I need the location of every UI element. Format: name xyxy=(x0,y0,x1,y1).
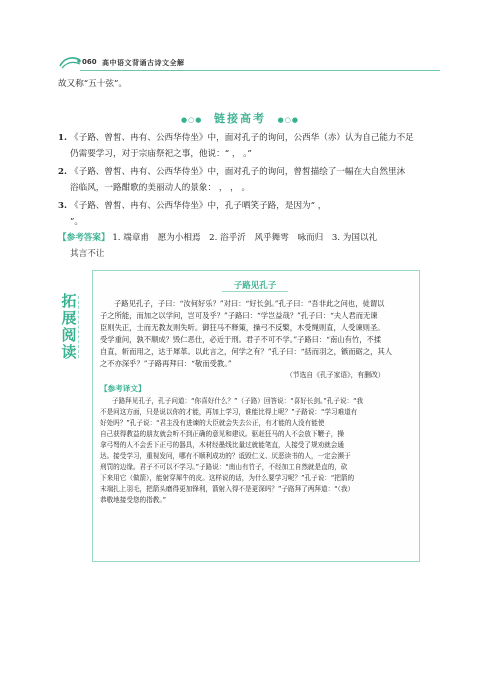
text-line: 子之所能，而加之以学问，岂可及乎？”子路曰：“学岂益哉？”孔子曰：“夫人君而无谏 xyxy=(100,311,378,320)
text-line: 刑罚的边缘。君子不可以不学习。”子路说：“南山有竹子，不经加工自然就是直的，砍 xyxy=(100,463,348,471)
answer-text: 1. 端章甫 愿为小相焉 2. 浴乎沂 风乎舞雩 咏而归 3. 为国以礼 xyxy=(112,233,378,243)
text-line: 自己获得教益的朋友就会听不到正确的意见和建议。驱赶狂马的人不会放下鞭子，操 xyxy=(100,430,344,438)
question-text: 《子路、曾皙、冉有、公西华侍坐》中，面对孔子的询问，曾皙描绘了一幅在大自然里沐 xyxy=(70,167,406,177)
extension-side-label xyxy=(59,293,79,361)
text-line: 达。接受学习，重视发问，哪有不顺利成功的？诋毁仁义、厌恶读书的人，一定会濒于 xyxy=(100,452,351,460)
question-text: 仍需要学习，对于宗庙祭祀之事，他说：“ ， 。” xyxy=(70,149,252,159)
source-note: （节选自《孔子家语》，有删改） xyxy=(286,371,385,379)
text-line: 臣则失正，士而无教友则失听。御狂马不释策，操弓不反檠，木受绳则直，人受谏则圣。 xyxy=(100,323,385,332)
question-text: 浴临风，一路酣歌的美丽动人的景象： ， ， 。 xyxy=(70,183,251,193)
dots-left-icon: ●○● xyxy=(181,116,203,124)
side-divider xyxy=(78,296,81,358)
story-title: 子路见孔子 xyxy=(233,281,277,291)
answer-line xyxy=(58,232,377,244)
section-title-text: 链接高考 xyxy=(214,112,266,125)
text-line: 子路拜见孔子，孔子问道：“你喜好什么？”（子路）回答说：“喜好长剑。”孔子说：“我 xyxy=(112,397,364,405)
text-line: 受学重问，孰不顺成？毁仁恶仕，必近于刑。君子不可不学。”子路曰：“南山有竹，不揉 xyxy=(100,335,382,344)
text-line: 恭敬地接受您的指教。” xyxy=(100,496,167,504)
running-header xyxy=(58,56,438,72)
answer-text: 其言不让 xyxy=(70,249,105,259)
answer-label: 【参考答案】 xyxy=(58,233,110,243)
side-char: 展 xyxy=(61,309,77,327)
intro-line: 故又称“五十弦”。 xyxy=(58,79,127,89)
side-char: 拓 xyxy=(61,292,77,310)
text-line: 拿弓弩的人不会丢下正弓的器具，木材经墨线比量过就能笔直，人接受了规劝就会通 xyxy=(100,441,344,449)
translation-label: 【参考译文】 xyxy=(100,384,146,393)
question-text: 《子路、曾皙、冉有、公西华侍坐》中，面对孔子的询问，公西华（赤）认为自己能力不足 xyxy=(70,133,414,143)
header-rule xyxy=(80,70,440,71)
text-line: 好处吗？”孔子说：“君主没有进谏的大臣就会失去公正，有才能的人没有能使 xyxy=(100,419,325,427)
book-title: 高中语文背诵古诗文全解 xyxy=(102,58,185,67)
question-text: ”。 xyxy=(70,217,83,227)
text-line: 子路见孔子，子曰：“汝何好乐？”对曰：“好长剑。”孔子曰：“吾非此之问也，徒谓以 xyxy=(114,299,385,308)
story-title-underline xyxy=(222,291,288,292)
dots-right-icon: ●○● xyxy=(277,116,299,124)
question-number: 3. xyxy=(58,201,67,211)
text-line: 自直，斩而用之，达于犀革。以此言之，何学之有？”孔子曰：“括而羽之，镞而砺之，其人 xyxy=(100,347,393,356)
text-line: 之不亦深乎？”子路再拜曰：“敬而受教。” xyxy=(100,359,232,368)
question-text: 《子路、曾皙、冉有、公西华侍坐》中，孔子哂笑子路，是因为“ ， xyxy=(70,201,327,211)
section-title xyxy=(0,110,480,126)
page-number: 060 xyxy=(82,58,97,66)
question-number: 1. xyxy=(58,133,67,143)
question-number: 2. xyxy=(58,167,67,177)
text-line: 下来用它（做箭），能射穿犀牛的皮。这样说的话，为什么要学习呢？”孔子说：“把箭的 xyxy=(100,474,355,482)
side-char: 阅 xyxy=(61,326,77,344)
text-line: 末端扎上羽毛，把箭头磨得更加锋利，箭射入得不是更深吗？”子路拜了两拜道：“（我） xyxy=(100,485,355,493)
side-char: 读 xyxy=(61,343,77,361)
text-line: 不是问这方面，只是说以你的才能，再加上学习，谁能比得上呢？”子路说：“学习难道有 xyxy=(100,408,358,416)
